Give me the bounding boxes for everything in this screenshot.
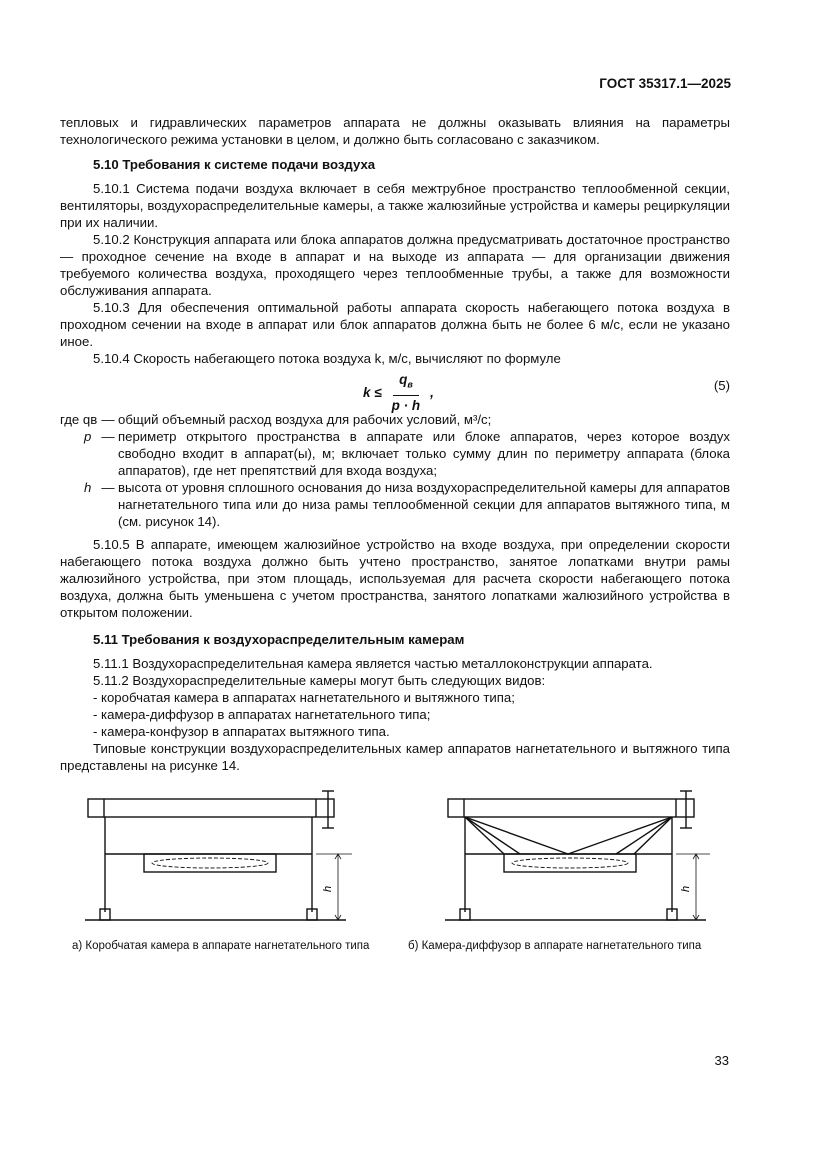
figure-14 <box>60 788 730 928</box>
paragraph-5-10-3: 5.10.3 Для обеспечения оптимальной работы аппарата скорость набегающего потока воздуха в проходном сечении на входе в аппарат или блок аппаратов должна быть не более 6 м/с, если не указано иное. <box>60 300 730 349</box>
formula-5 <box>60 367 730 413</box>
equation-number: (5) <box>713 378 730 393</box>
box-chamber-drawing <box>85 791 352 920</box>
diffuser-chamber-drawing <box>445 791 710 920</box>
formula-lhs: k ≤ <box>363 384 382 400</box>
list-item: - коробчатая камера в аппаратах нагнетательного и вытяжного типа; <box>93 690 515 705</box>
formula-fraction <box>386 371 427 414</box>
page-body <box>60 114 730 774</box>
legend-row: p — периметр открытого пространства в аппарате или блоке аппаратов, через которое воздух свободно входит в аппарат(ы), м; включает только сумму длин по периметру аппарата (блока аппаратов), где нет препятствий для входа воздуха; <box>84 429 730 478</box>
legend-row: h — высота от уровня сплошного основания до низа воздухораспределительной камеры для аппаратов нагнетательного типа или до низа рамы теплообменной секции для аппаратов вытяжного типа, м (см. рисунок 14). <box>84 480 730 529</box>
figure-14-drawings <box>60 788 730 928</box>
paragraph-5-10-2: 5.10.2 Конструкция аппарата или блока аппаратов должна предусматривать достаточное пространство — проходное сечение на входе в аппарат и на выходе из аппарата — для организации движения требуемого количества воздуха, проходящего через теплообменные трубы, а также для возможности обслуживания аппарата. <box>60 232 730 298</box>
formula-numerator: $q_в$ <box>393 371 419 396</box>
paragraph-5-11-1: 5.11.1 Воздухораспределительная камера является частью металлоконструкции аппарата. <box>93 656 653 671</box>
paragraph-5-10-5: 5.10.5 В аппарате, имеющем жалюзийное устройство на входе воздуха, при определении скорости набегающего потока воздуха должно быть учтено пространство, занятое лопатками внутри рамы жалюзийного устройства, при этом площадь, используемая для расчета скорости набегающего потока воздуха, должна быть уменьшена с учетом пространства, занятого лопатками жалюзийного устройства в открытом положении. <box>60 537 730 620</box>
formula-expression <box>363 371 434 414</box>
height-label-a: h <box>322 885 334 892</box>
box-chamber <box>144 854 276 872</box>
paragraph-5-11-2: 5.11.2 Воздухораспределительные камеры могут быть следующих видов: <box>93 673 546 688</box>
figure-caption-b: б) Камера-диффузор в аппарате нагнетательного типа <box>408 940 702 952</box>
heat-exchanger-section <box>88 799 334 817</box>
document-code: ГОСТ 35317.1—2025 <box>599 76 731 91</box>
list-item: - камера-конфузор в аппаратах вытяжного типа. <box>93 724 390 739</box>
page-number: 33 <box>714 1053 729 1068</box>
formula-tail: , <box>430 384 434 400</box>
formula-denominator: p · h <box>391 397 421 413</box>
list-item: - камера-диффузор в аппаратах нагнетательного типа; <box>93 707 431 722</box>
paragraph-5-10-4: 5.10.4 Скорость набегающего потока воздуха k, м/с, вычисляют по формуле <box>93 351 561 366</box>
section-5-11-title: 5.11 Требования к воздухораспределительным камерам <box>93 632 465 647</box>
section-5-10-title: 5.10 Требования к системе подачи воздуха <box>93 157 376 172</box>
chamber-types-list <box>60 689 730 740</box>
figure-caption-a: а) Коробчатая камера в аппарате нагнетательного типа <box>72 940 370 952</box>
diffuser-chamber <box>504 854 636 872</box>
paragraph-5-11-3: Типовые конструкции воздухораспределительных камер аппаратов нагнетательного и вытяжного типа представлены на рисунке 14. <box>60 741 730 773</box>
formula-legend <box>60 411 730 530</box>
legend-row: где qв — общий объемный расход воздуха для рабочих условий, м³/с; <box>60 412 492 427</box>
intro-paragraph: тепловых и гидравлических параметров аппарата не должны оказывать влияния на параметры технологического режима установки в целом, и должно быть согласовано с заказчиком. <box>60 115 730 147</box>
paragraph-5-10-1: 5.10.1 Система подачи воздуха включает в себя межтрубное пространство теплообменной секции, вентиляторы, воздухораспределительные камеры, а также жалюзийные устройства и камеры рециркуляции при их наличии. <box>60 181 730 230</box>
height-label-b: h <box>680 885 692 892</box>
heat-exchanger-section <box>448 799 694 817</box>
